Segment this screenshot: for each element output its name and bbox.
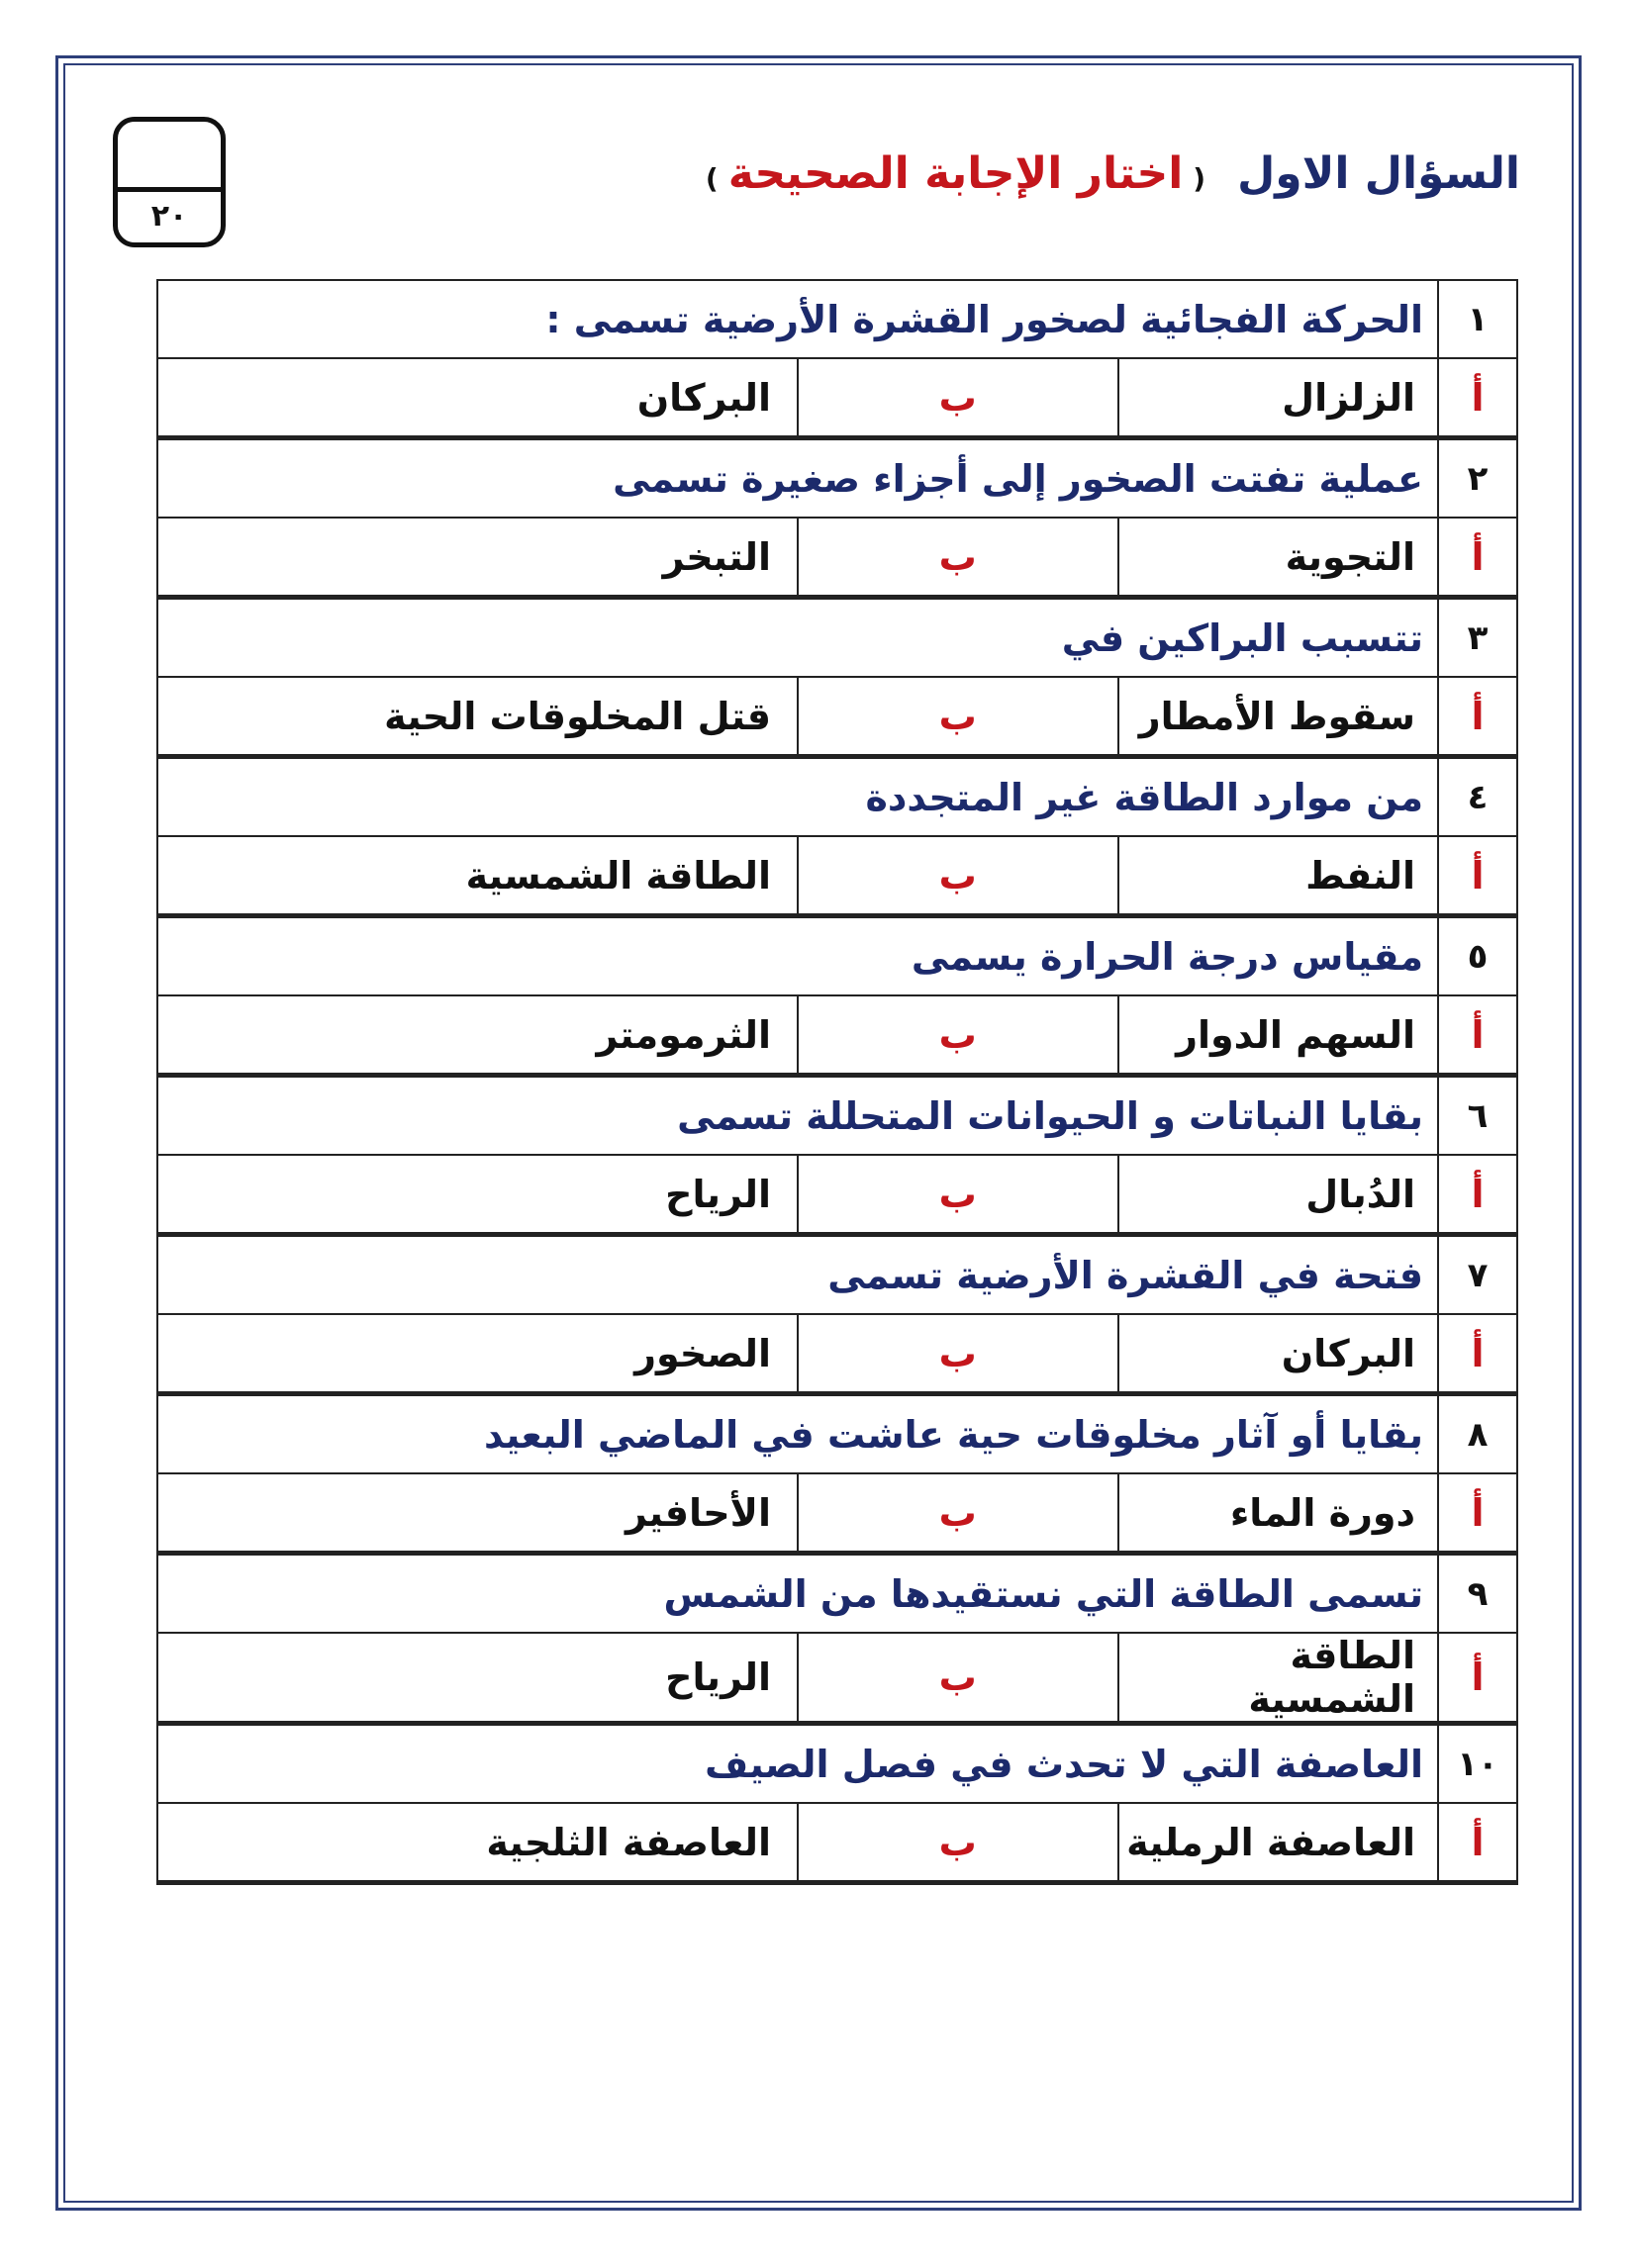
option-a-letter: أ bbox=[1438, 1155, 1517, 1235]
question-text: العاصفة التي لا تحدث في فصل الصيف bbox=[157, 1724, 1438, 1804]
question-text: مقياس درجة الحرارة يسمى bbox=[157, 916, 1438, 996]
question-text: فتحة في القشرة الأرضية تسمى bbox=[157, 1235, 1438, 1315]
question-text: عملية تفتت الصخور إلى أجزاء صغيرة تسمى bbox=[157, 438, 1438, 519]
score-divider bbox=[118, 187, 221, 192]
question-text: بقايا أو آثار مخلوقات حية عاشت في الماضي البعيد bbox=[157, 1394, 1438, 1474]
question-number: ٣ bbox=[1438, 598, 1517, 678]
answer-row bbox=[157, 677, 1517, 757]
answer-row bbox=[157, 1155, 1517, 1235]
option-a-text[interactable]: العاصفة الرملية bbox=[1118, 1803, 1439, 1883]
option-b-text[interactable]: الطاقة الشمسية bbox=[157, 836, 798, 916]
option-a-letter: أ bbox=[1438, 677, 1517, 757]
answer-row bbox=[157, 1633, 1517, 1724]
question-row bbox=[157, 1554, 1517, 1634]
question-text: تسمى الطاقة التي نستقيدها من الشمس bbox=[157, 1554, 1438, 1634]
option-a-text[interactable]: النفط bbox=[1118, 836, 1439, 916]
option-b-text[interactable]: الأحافير bbox=[157, 1473, 798, 1554]
question-number: ٥ bbox=[1438, 916, 1517, 996]
answer-row bbox=[157, 1803, 1517, 1883]
option-b-text[interactable]: التبخر bbox=[157, 518, 798, 598]
paren-open: ( bbox=[1193, 162, 1206, 195]
option-a-letter: أ bbox=[1438, 1314, 1517, 1394]
question-header bbox=[706, 148, 1520, 228]
question-number: ٩ bbox=[1438, 1554, 1517, 1634]
option-b-letter: ب bbox=[798, 677, 1118, 757]
question-row bbox=[157, 1394, 1517, 1474]
question-row bbox=[157, 598, 1517, 678]
option-a-letter: أ bbox=[1438, 995, 1517, 1076]
question-text: من موارد الطاقة غير المتجددة bbox=[157, 757, 1438, 837]
option-a-letter: أ bbox=[1438, 1803, 1517, 1883]
option-b-text[interactable]: الرياح bbox=[157, 1155, 798, 1235]
answer-row bbox=[157, 836, 1517, 916]
question-row bbox=[157, 438, 1517, 519]
question-row bbox=[157, 757, 1517, 837]
option-a-letter: أ bbox=[1438, 836, 1517, 916]
option-a-text[interactable]: السهم الدوار bbox=[1118, 995, 1439, 1076]
question-number: ٢ bbox=[1438, 438, 1517, 519]
score-box bbox=[113, 117, 226, 247]
option-a-text[interactable]: سقوط الأمطار bbox=[1118, 677, 1439, 757]
option-b-text[interactable]: البركان bbox=[157, 358, 798, 438]
option-a-letter: أ bbox=[1438, 1473, 1517, 1554]
option-b-text[interactable]: الثرمومتر bbox=[157, 995, 798, 1076]
questions-table bbox=[156, 279, 1518, 1885]
option-b-letter: ب bbox=[798, 1633, 1118, 1724]
option-a-text[interactable]: الدُبال bbox=[1118, 1155, 1439, 1235]
question-text: تتسبب البراكين في bbox=[157, 598, 1438, 678]
option-b-letter: ب bbox=[798, 518, 1118, 598]
option-a-text[interactable]: الطاقة الشمسية bbox=[1118, 1633, 1439, 1724]
question-row bbox=[157, 280, 1517, 358]
option-a-text[interactable]: البركان bbox=[1118, 1314, 1439, 1394]
option-a-text[interactable]: الزلزال bbox=[1118, 358, 1439, 438]
option-b-text[interactable]: العاصفة الثلجية bbox=[157, 1803, 798, 1883]
option-a-letter: أ bbox=[1438, 1633, 1517, 1724]
option-b-letter: ب bbox=[798, 1473, 1118, 1554]
question-text: بقايا النباتات و الحيوانات المتحللة تسمى bbox=[157, 1076, 1438, 1156]
answer-row bbox=[157, 995, 1517, 1076]
option-b-letter: ب bbox=[798, 1155, 1118, 1235]
answer-row bbox=[157, 358, 1517, 438]
option-a-text[interactable]: التجوية bbox=[1118, 518, 1439, 598]
question-number: ٤ bbox=[1438, 757, 1517, 837]
question-text: الحركة الفجائية لصخور القشرة الأرضية تسمى : bbox=[157, 280, 1438, 358]
option-b-text[interactable]: الرياح bbox=[157, 1633, 798, 1724]
option-a-letter: أ bbox=[1438, 358, 1517, 438]
option-b-letter: ب bbox=[798, 836, 1118, 916]
question-number: ٧ bbox=[1438, 1235, 1517, 1315]
question-row bbox=[157, 916, 1517, 996]
option-a-letter: أ bbox=[1438, 518, 1517, 598]
question-number: ١ bbox=[1438, 280, 1517, 358]
option-b-text[interactable]: قتل المخلوقات الحية bbox=[157, 677, 798, 757]
question-number: ٦ bbox=[1438, 1076, 1517, 1156]
score-total: ٢٠ bbox=[150, 199, 188, 234]
paren-close: ) bbox=[705, 162, 719, 195]
option-b-text[interactable]: الصخور bbox=[157, 1314, 798, 1394]
question-row bbox=[157, 1724, 1517, 1804]
option-b-letter: ب bbox=[798, 1314, 1118, 1394]
question-instruction: اختار الإجابة الصحيحة bbox=[727, 148, 1184, 199]
question-number: ١٠ bbox=[1438, 1724, 1517, 1804]
option-b-letter: ب bbox=[798, 358, 1118, 438]
question-number: ٨ bbox=[1438, 1394, 1517, 1474]
option-b-letter: ب bbox=[798, 995, 1118, 1076]
option-a-text[interactable]: دورة الماء bbox=[1118, 1473, 1439, 1554]
answer-row bbox=[157, 1314, 1517, 1394]
question-row bbox=[157, 1076, 1517, 1156]
question-row bbox=[157, 1235, 1517, 1315]
answer-row bbox=[157, 518, 1517, 598]
option-b-letter: ب bbox=[798, 1803, 1118, 1883]
answer-row bbox=[157, 1473, 1517, 1554]
question-title: السؤال الاول bbox=[1237, 148, 1520, 199]
